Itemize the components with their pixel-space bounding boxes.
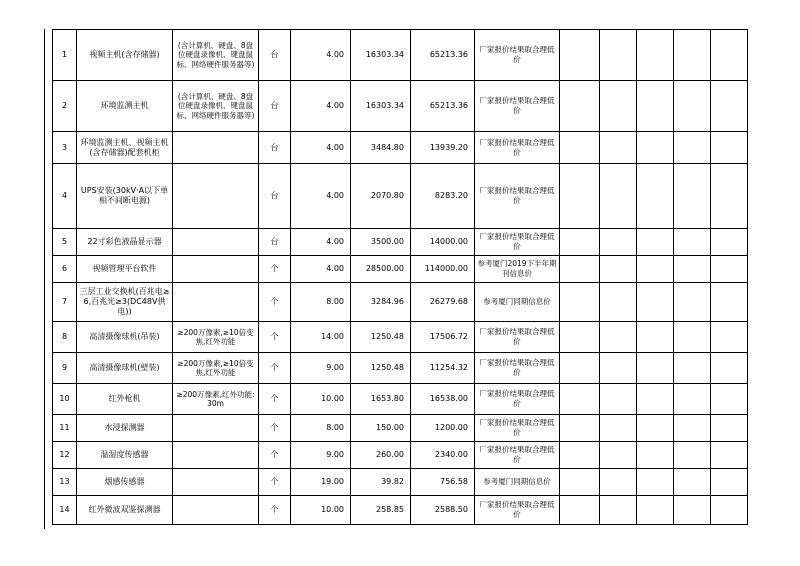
cell-empty — [674, 164, 711, 229]
cell-empty — [637, 353, 674, 384]
cell-spec — [173, 229, 259, 256]
cell-name: UPS安装(30kV·A以下单相不间断电源) — [77, 164, 173, 229]
cell-price: 260.00 — [351, 442, 411, 469]
cell-spec — [173, 442, 259, 469]
cell-qty: 14.00 — [291, 322, 351, 353]
cell-empty — [674, 469, 711, 496]
cell-qty: 8.00 — [291, 283, 351, 322]
cell-empty — [560, 415, 600, 442]
table-row — [53, 283, 748, 322]
cell-empty — [600, 283, 637, 322]
cell-empty — [560, 283, 600, 322]
cell-unit: 个 — [259, 322, 291, 353]
table-row — [53, 496, 748, 525]
cell-spec: (含计算机、硬盘、8盘位硬盘录像机、键盘鼠标、网络硬件服务器等) — [173, 30, 259, 81]
cell-name: 高清摄像球机(壁装) — [77, 353, 173, 384]
cell-no: 12 — [53, 442, 77, 469]
cell-name: 环境监测主机、视频主机(含存储器)配套机柜 — [77, 132, 173, 164]
table-row — [53, 164, 748, 229]
cell-basis: 厂家报价结果取合理低价 — [475, 384, 560, 415]
cell-unit: 个 — [259, 283, 291, 322]
cell-spec — [173, 415, 259, 442]
table-row — [53, 256, 748, 283]
cell-price: 28500.00 — [351, 256, 411, 283]
table-row — [53, 353, 748, 384]
cell-empty — [674, 256, 711, 283]
cell-empty — [637, 469, 674, 496]
cell-empty — [637, 229, 674, 256]
cell-no: 9 — [53, 353, 77, 384]
cell-empty — [711, 30, 748, 81]
cell-name: 环境监测主机 — [77, 81, 173, 132]
cell-qty: 4.00 — [291, 229, 351, 256]
cell-empty — [560, 256, 600, 283]
cell-total: 2588.50 — [411, 496, 475, 525]
cell-basis: 厂家报价结果取合理低价 — [475, 81, 560, 132]
cell-basis: 厂家报价结果取合理低价 — [475, 229, 560, 256]
cell-spec — [173, 132, 259, 164]
cell-unit: 个 — [259, 353, 291, 384]
cell-spec: ≥200万像素,≥10倍变焦,红外功能 — [173, 353, 259, 384]
cell-empty — [637, 322, 674, 353]
cell-spec: (含计算机、硬盘、8盘位硬盘录像机、键盘鼠标、网络硬件服务器等) — [173, 81, 259, 132]
table-row — [53, 30, 748, 81]
cell-empty — [711, 164, 748, 229]
cell-name: 视频主机(含存储器) — [77, 30, 173, 81]
cell-total: 17506.72 — [411, 322, 475, 353]
cell-basis: 厂家报价结果取合理低价 — [475, 30, 560, 81]
cell-total: 13939.20 — [411, 132, 475, 164]
cell-empty — [637, 415, 674, 442]
cell-empty — [711, 132, 748, 164]
cell-price: 150.00 — [351, 415, 411, 442]
cell-spec — [173, 469, 259, 496]
cell-qty: 4.00 — [291, 256, 351, 283]
cell-unit: 个 — [259, 496, 291, 525]
table-row — [53, 415, 748, 442]
cell-empty — [674, 415, 711, 442]
cell-price: 258.85 — [351, 496, 411, 525]
cell-empty — [600, 132, 637, 164]
cell-empty — [674, 283, 711, 322]
cell-empty — [560, 81, 600, 132]
cell-empty — [674, 30, 711, 81]
cell-name: 22寸彩色液晶显示器 — [77, 229, 173, 256]
price-table — [52, 29, 748, 525]
cell-total: 114000.00 — [411, 256, 475, 283]
cell-total: 65213.36 — [411, 30, 475, 81]
cell-unit: 台 — [259, 164, 291, 229]
cell-qty: 10.00 — [291, 384, 351, 415]
cell-price: 2070.80 — [351, 164, 411, 229]
cell-empty — [600, 30, 637, 81]
cell-empty — [674, 353, 711, 384]
cell-basis: 厂家报价结果取合理低价 — [475, 164, 560, 229]
cell-empty — [674, 496, 711, 525]
cell-price: 1250.48 — [351, 322, 411, 353]
table-row — [53, 384, 748, 415]
cell-total: 11254.32 — [411, 353, 475, 384]
cell-empty — [637, 256, 674, 283]
cell-empty — [600, 415, 637, 442]
cell-empty — [560, 442, 600, 469]
cell-basis: 厂家报价结果取合理低价 — [475, 322, 560, 353]
cell-empty — [600, 353, 637, 384]
cell-empty — [600, 229, 637, 256]
cell-empty — [711, 496, 748, 525]
cell-empty — [560, 322, 600, 353]
cell-no: 8 — [53, 322, 77, 353]
cell-empty — [711, 283, 748, 322]
cell-empty — [674, 132, 711, 164]
cell-basis: 厂家报价结果取合理低价 — [475, 496, 560, 525]
cell-empty — [600, 164, 637, 229]
cell-empty — [674, 322, 711, 353]
cell-unit: 个 — [259, 256, 291, 283]
cell-empty — [674, 81, 711, 132]
cell-empty — [637, 384, 674, 415]
cell-basis: 参考厦门同期信息价 — [475, 469, 560, 496]
cell-price: 1653.80 — [351, 384, 411, 415]
table-body — [53, 30, 748, 525]
cell-basis: 厂家报价结果取合理低价 — [475, 442, 560, 469]
cell-qty: 4.00 — [291, 164, 351, 229]
cell-basis: 厂家报价结果取合理低价 — [475, 415, 560, 442]
cell-empty — [560, 30, 600, 81]
cell-basis: 厂家报价结果取合理低价 — [475, 353, 560, 384]
cell-unit: 台 — [259, 132, 291, 164]
cell-empty — [560, 384, 600, 415]
cell-empty — [560, 164, 600, 229]
cell-empty — [637, 283, 674, 322]
cell-qty: 4.00 — [291, 132, 351, 164]
cell-price: 39.82 — [351, 469, 411, 496]
cell-empty — [560, 469, 600, 496]
cell-no: 6 — [53, 256, 77, 283]
table-row — [53, 229, 748, 256]
cell-name: 水浸探测器 — [77, 415, 173, 442]
cell-qty: 9.00 — [291, 442, 351, 469]
cell-total: 14000.00 — [411, 229, 475, 256]
cell-name: 高清摄像球机(吊装) — [77, 322, 173, 353]
cell-price: 3500.00 — [351, 229, 411, 256]
cell-empty — [600, 384, 637, 415]
cell-name: 视频管理平台软件 — [77, 256, 173, 283]
cell-empty — [711, 469, 748, 496]
cell-empty — [711, 353, 748, 384]
cell-total: 8283.20 — [411, 164, 475, 229]
cell-empty — [600, 81, 637, 132]
cell-empty — [600, 469, 637, 496]
cell-price: 3284.96 — [351, 283, 411, 322]
cell-no: 5 — [53, 229, 77, 256]
table-row — [53, 81, 748, 132]
cell-name: 三层工业交换机(百兆电≥6,百兆光≥3(DC48V供电)) — [77, 283, 173, 322]
cell-empty — [711, 322, 748, 353]
cell-unit: 台 — [259, 229, 291, 256]
cell-empty — [560, 496, 600, 525]
cell-empty — [711, 442, 748, 469]
cell-price: 16303.34 — [351, 81, 411, 132]
cell-name: 红外微波双鉴探测器 — [77, 496, 173, 525]
cell-no: 4 — [53, 164, 77, 229]
cell-no: 3 — [53, 132, 77, 164]
cell-empty — [600, 496, 637, 525]
cell-empty — [637, 81, 674, 132]
cell-empty — [637, 496, 674, 525]
cell-spec — [173, 496, 259, 525]
price-table-sheet — [52, 29, 744, 525]
cell-empty — [711, 384, 748, 415]
cell-empty — [674, 442, 711, 469]
cell-no: 11 — [53, 415, 77, 442]
cell-price: 3484.80 — [351, 132, 411, 164]
cell-unit: 个 — [259, 415, 291, 442]
cell-unit: 个 — [259, 442, 291, 469]
cell-total: 65213.36 — [411, 81, 475, 132]
cell-no: 14 — [53, 496, 77, 525]
cell-qty: 19.00 — [291, 469, 351, 496]
cell-empty — [711, 229, 748, 256]
cell-name: 温湿度传感器 — [77, 442, 173, 469]
cell-total: 26279.68 — [411, 283, 475, 322]
cell-spec — [173, 283, 259, 322]
cell-no: 1 — [53, 30, 77, 81]
cell-qty: 10.00 — [291, 496, 351, 525]
cell-empty — [637, 132, 674, 164]
cell-spec: ≥200万像素,红外功能:30m — [173, 384, 259, 415]
cell-total: 2340.00 — [411, 442, 475, 469]
page-left-border — [44, 29, 45, 529]
cell-no: 2 — [53, 81, 77, 132]
cell-total: 1200.00 — [411, 415, 475, 442]
cell-name: 红外枪机 — [77, 384, 173, 415]
cell-empty — [600, 256, 637, 283]
cell-qty: 4.00 — [291, 81, 351, 132]
cell-basis: 厂家报价结果取合理低价 — [475, 132, 560, 164]
cell-basis: 参考厦门2019下半年期刊信息价 — [475, 256, 560, 283]
cell-empty — [637, 164, 674, 229]
cell-spec: ≥200万像素,≥10倍变焦,红外功能 — [173, 322, 259, 353]
table-row — [53, 322, 748, 353]
table-row — [53, 469, 748, 496]
cell-qty: 8.00 — [291, 415, 351, 442]
cell-empty — [711, 81, 748, 132]
cell-empty — [600, 442, 637, 469]
cell-no: 10 — [53, 384, 77, 415]
cell-unit: 个 — [259, 469, 291, 496]
cell-price: 16303.34 — [351, 30, 411, 81]
cell-empty — [560, 132, 600, 164]
cell-no: 7 — [53, 283, 77, 322]
cell-empty — [711, 256, 748, 283]
cell-total: 756.58 — [411, 469, 475, 496]
cell-empty — [600, 322, 637, 353]
cell-basis: 参考厦门同期信息价 — [475, 283, 560, 322]
cell-total: 16538.00 — [411, 384, 475, 415]
cell-spec — [173, 256, 259, 283]
cell-no: 13 — [53, 469, 77, 496]
cell-spec — [173, 164, 259, 229]
cell-empty — [637, 30, 674, 81]
cell-price: 1250.48 — [351, 353, 411, 384]
table-row — [53, 132, 748, 164]
cell-empty — [711, 415, 748, 442]
cell-empty — [637, 442, 674, 469]
cell-empty — [560, 229, 600, 256]
cell-unit: 台 — [259, 30, 291, 81]
cell-empty — [560, 353, 600, 384]
cell-name: 烟感传感器 — [77, 469, 173, 496]
cell-qty: 9.00 — [291, 353, 351, 384]
cell-empty — [674, 229, 711, 256]
cell-unit: 个 — [259, 384, 291, 415]
cell-qty: 4.00 — [291, 30, 351, 81]
cell-empty — [674, 384, 711, 415]
table-row — [53, 442, 748, 469]
cell-unit: 台 — [259, 81, 291, 132]
